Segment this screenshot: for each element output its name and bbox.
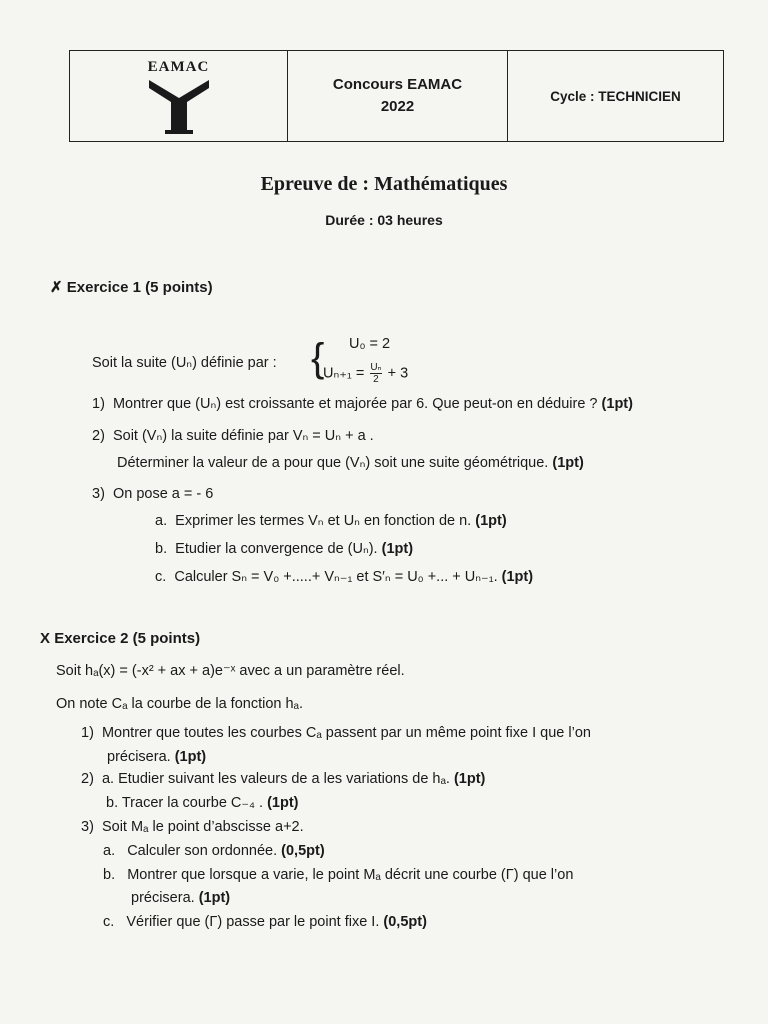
- ex1-question-3b: b. Etudier la convergence de (Uₙ). (1pt): [155, 541, 414, 557]
- system-line-2: Uₙ₊₁ = $\frac{\text{Uₙ}}{2}$ + 3: [323, 362, 409, 385]
- ex1-intro: Soit la suite (Uₙ) définie par :: [92, 355, 277, 371]
- ex1-question-3c: c. Calculer Sₙ = V₀ +.....+ Vₙ₋₁ et S′ₙ = U₀ +... + Uₙ₋₁. (1pt): [155, 569, 534, 585]
- eamac-logo-text: EAMAC: [147, 58, 210, 75]
- ex1-question-3: 3) On pose a = - 6: [92, 486, 214, 502]
- ex2-intro-2: On note Cₐ la courbe de la fonction hₐ.: [56, 696, 303, 712]
- ex2-question-3a: a. Calculer son ordonnée. (0,5pt): [103, 843, 325, 859]
- ex2-question-3b-cont: précisera. (1pt): [131, 890, 231, 906]
- ex1-question-1: 1) Montrer que (Uₙ) est croissante et majorée par 6. Que peut-on en déduire ? (1pt): [92, 396, 633, 412]
- system-line-1: U₀ = 2: [349, 336, 391, 352]
- fraction: $\frac{\text{Uₙ}}{2}$: [370, 362, 382, 385]
- exam-duration: Durée : 03 heures: [325, 212, 443, 228]
- ex1-question-2-sub: Déterminer la valeur de a pour que (Vₙ) soit une suite géométrique. (1pt): [117, 455, 584, 471]
- ex2-question-3c: c. Vérifier que (Γ) passe par le point fixe I. (0,5pt): [103, 914, 427, 930]
- header-table: [69, 50, 724, 142]
- ex2-question-2b: b. Tracer la courbe C₋₄ . (1pt): [106, 795, 299, 811]
- exercise-2-title: X Exercice 2 (5 points): [40, 630, 201, 647]
- exercise-1-title: ✗ Exercice 1 (5 points): [50, 279, 213, 296]
- eamac-logo-icon: [147, 76, 211, 134]
- exam-title: Epreuve de : Mathématiques: [260, 173, 508, 195]
- ex2-question-1: 1) Montrer que toutes les courbes Cₐ passent par un même point fixe I que l’on: [81, 725, 591, 741]
- ex1-question-3a: a. Exprimer les termes Vₙ et Uₙ en fonction de n. (1pt): [155, 513, 507, 529]
- ex2-intro-1: Soit hₐ(x) = (-x² + ax + a)e⁻ˣ avec a un paramètre réel.: [56, 663, 405, 679]
- ex2-question-1-cont: précisera. (1pt): [107, 749, 207, 765]
- system-brace: {: [311, 336, 325, 380]
- contest-cell: [288, 51, 508, 141]
- ex2-question-3b: b. Montrer que lorsque a varie, le point Mₐ décrit une courbe (Γ) que l’on: [103, 867, 574, 883]
- ex2-question-2a: 2) a. Etudier suivant les valeurs de a les variations de hₐ. (1pt): [81, 771, 486, 787]
- cycle-label: Cycle : TECHNICIEN: [550, 88, 681, 104]
- ex1-question-2: 2) Soit (Vₙ) la suite définie par Vₙ = Uₙ + a .: [92, 428, 374, 444]
- ex2-question-3: 3) Soit Mₐ le point d’abscisse a+2.: [81, 819, 304, 835]
- logo-cell: [70, 51, 288, 141]
- cycle-cell: [508, 51, 723, 141]
- exercise-1-mark: ✗: [50, 279, 63, 296]
- exercise-2-mark: X: [40, 630, 51, 647]
- contest-year: 2022: [380, 98, 415, 115]
- contest-name: Concours EAMAC: [332, 76, 463, 93]
